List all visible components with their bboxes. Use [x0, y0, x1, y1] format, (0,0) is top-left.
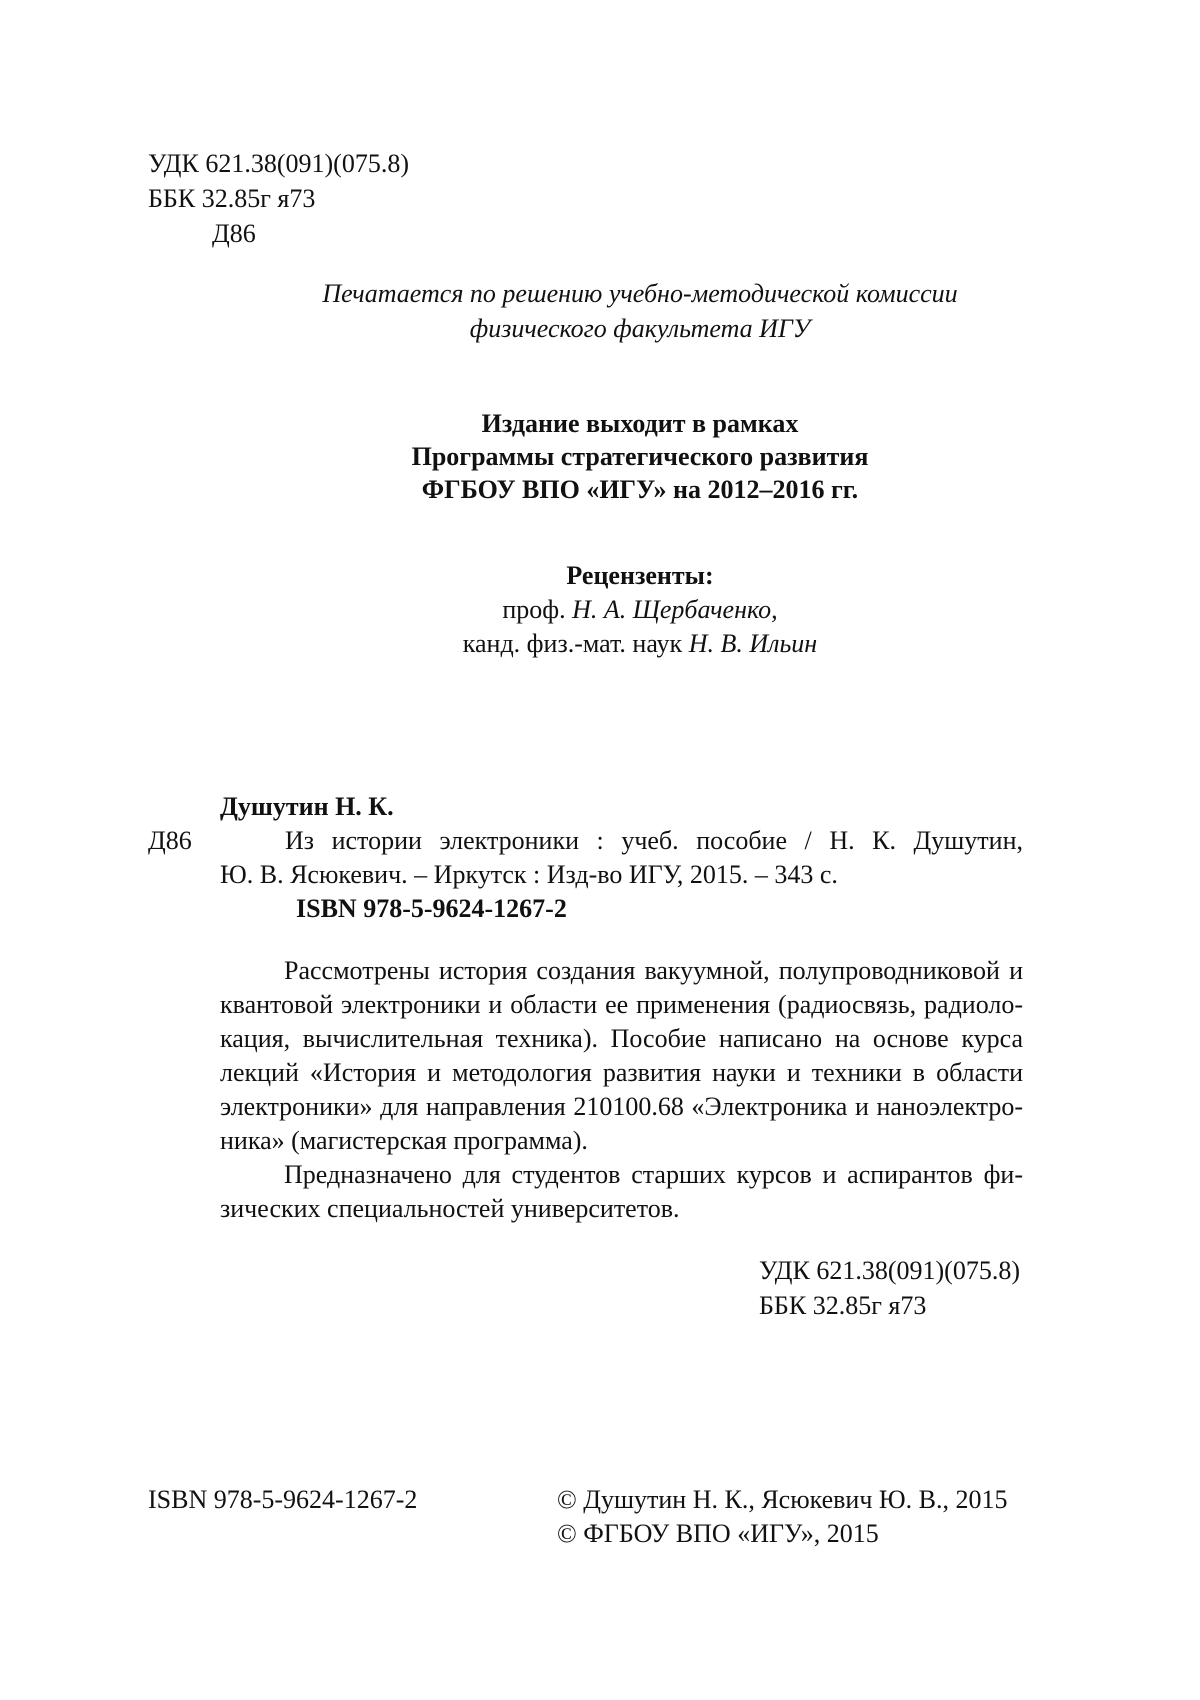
- program-line-2: Программы стратегического развития: [411, 442, 869, 471]
- program-line-3: ФГБОУ ВПО «ИГУ» на 2012–2016 гг.: [421, 475, 859, 504]
- reviewer-1: [0, 594, 1200, 626]
- copyright-authors: © Душутин Н. К., Ясюкевич Ю. В., 2015: [557, 1485, 1008, 1514]
- abstract-line-5: электроники» для направления 210100.68 «Электроника и наноэлектро-: [220, 1092, 1023, 1121]
- bbk-header: ББК 32.85г я73: [148, 184, 316, 213]
- udk-classification: УДК 621.38(091)(075.8): [759, 1256, 1020, 1285]
- catalog-author: Душутин Н. К.: [220, 792, 394, 821]
- publication-decision-line-1: Печатается по решению учебно-методической комиссии: [322, 279, 958, 308]
- abstract-line-4: лекций «История и методология развития науки и техники в области: [220, 1058, 1023, 1087]
- abstract-line-3: кация, вычислительная техника). Пособие написано на основе курса: [220, 1024, 1023, 1053]
- abstract-line-6: ника» (магистерская программа).: [220, 1126, 588, 1155]
- reviewer-1-name: Н. А. Щербаченко,: [572, 595, 778, 624]
- reviewer-2: [0, 628, 1200, 660]
- abstract-line-2: квантовой электроники и области ее применения (радиосвязь, радиоло-: [220, 990, 1023, 1019]
- catalog-isbn: ISBN 978-5-9624-1267-2: [296, 894, 567, 923]
- catalog-line-1: Из истории электроники : учеб. пособие / Н. К. Душутин,: [285, 826, 1023, 855]
- udk-header: УДК 621.38(091)(075.8): [148, 149, 409, 178]
- reviewers-title: Рецензенты:: [566, 561, 714, 590]
- publication-decision-line-2: физического факультета ИГУ: [469, 314, 811, 343]
- catalog-line-2: Ю. В. Ясюкевич. – Иркутск : Изд-во ИГУ, 2015. – 343 с.: [220, 860, 838, 889]
- bbk-classification: ББК 32.85г я73: [759, 1291, 927, 1320]
- abstract-line-1: Рассмотрены история создания вакуумной, полупроводниковой и: [284, 956, 1023, 985]
- catalog-code: Д86: [148, 826, 192, 855]
- abstract-line-7: Предназначено для студентов старших курсов и аспирантов фи-: [284, 1160, 1023, 1189]
- program-line-1: Издание выходит в рамках: [481, 409, 799, 438]
- reviewer-1-degree: проф.: [502, 595, 573, 624]
- copyright-publisher: © ФГБОУ ВПО «ИГУ», 2015: [557, 1519, 879, 1548]
- abstract-line-8: зических специальностей университетов.: [220, 1194, 680, 1223]
- footer-isbn: ISBN 978-5-9624-1267-2: [148, 1485, 418, 1514]
- reviewer-2-name: Н. В. Ильин: [688, 629, 818, 658]
- reviewer-2-degree: канд. физ.-мат. наук: [462, 629, 689, 658]
- author-code-header: Д86: [212, 219, 256, 248]
